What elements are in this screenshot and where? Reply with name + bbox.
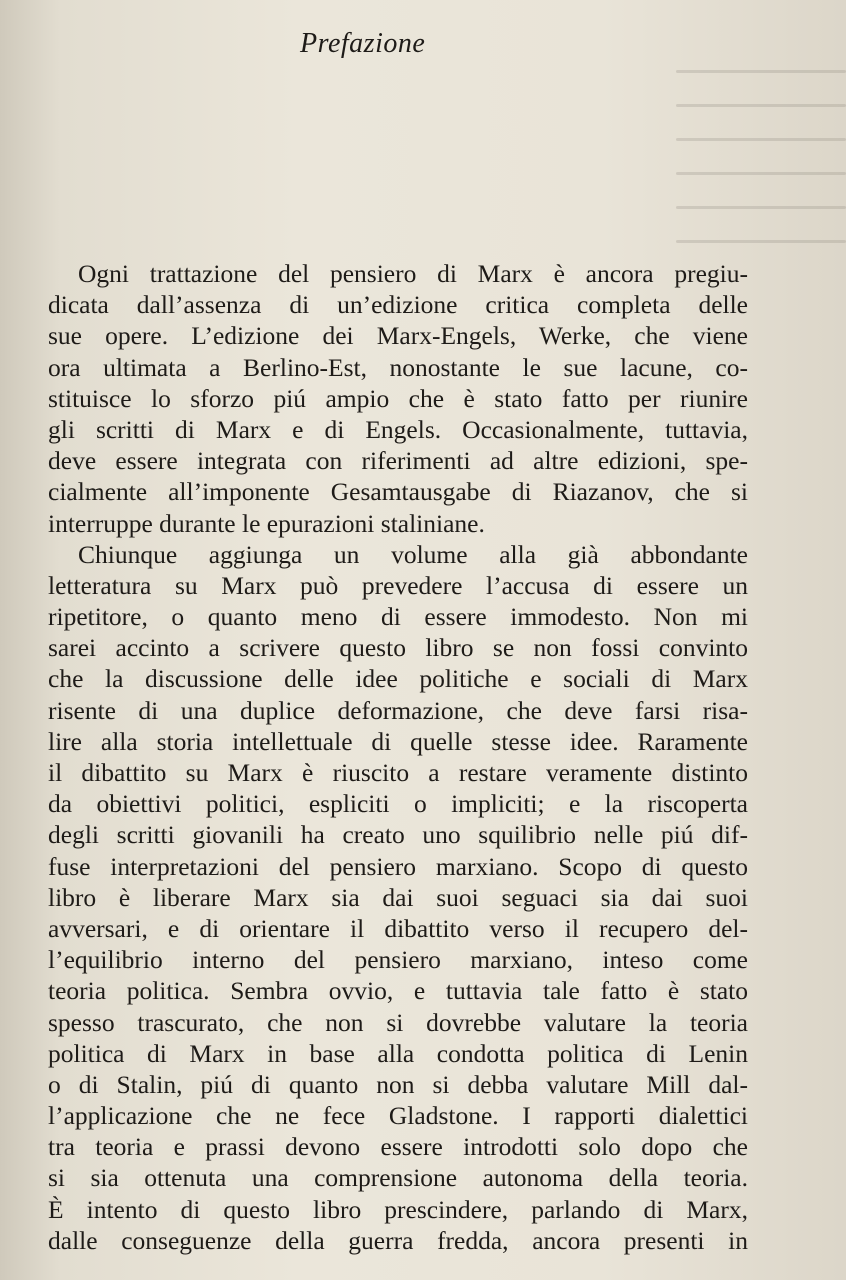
body-text: [48, 258, 748, 1256]
text-line: avversari, e di orientare il dibattito verso il recupero del-: [48, 913, 748, 943]
text-line: tra teoria e prassi devono essere introdotti solo dopo che: [48, 1132, 748, 1162]
text-line: lire alla storia intellettuale di quelle stesse idee. Raramente: [48, 726, 748, 756]
text-line: libro è liberare Marx sia dai suoi seguaci sia dai suoi: [48, 882, 748, 912]
text-line: il dibattito su Marx è riuscito a restare veramente distinto: [48, 758, 748, 787]
text-line: interruppe durante le epurazioni staliniane.: [48, 508, 485, 538]
text-line: cialmente all’imponente Gesamtausgabe di Riazanov, che si: [48, 477, 748, 507]
text-line: o di Stalin, piú di quanto non si debba valutare Mill dal-: [48, 1069, 748, 1099]
text-line: deve essere integrata con riferimenti ad altre edizioni, spe-: [48, 446, 748, 476]
text-line: teoria politica. Sembra ovvio, e tuttavia tale fatto è stato: [48, 976, 748, 1006]
text-line: gli scritti di Marx e di Engels. Occasionalmente, tuttavia,: [48, 414, 748, 444]
text-line: dalle conseguenze della guerra fredda, ancora presenti in: [48, 1225, 748, 1255]
text-line: da obiettivi politici, espliciti o impliciti; e la riscoperta: [48, 789, 748, 819]
paragraph-1: [48, 258, 748, 539]
text-line: ora ultimata a Berlino-Est, nonostante le sue lacune, co-: [48, 352, 748, 382]
text-line: fuse interpretazioni del pensiero marxiano. Scopo di questo: [48, 851, 748, 881]
text-line: dicata dall’assenza di un’edizione critica completa delle: [48, 290, 748, 320]
show-through-text: [676, 70, 846, 260]
text-line: l’equilibrio interno del pensiero marxiano, inteso come: [48, 945, 748, 975]
text-line: È intento di questo libro prescindere, parlando di Marx,: [48, 1194, 748, 1224]
text-line: sue opere. L’edizione dei Marx-Engels, Werke, che viene: [48, 321, 748, 351]
text-line: sarei accinto a scrivere questo libro se non fossi convinto: [48, 633, 748, 663]
text-line: Chiunque aggiunga un volume alla già abbondante: [78, 539, 748, 569]
text-line: Ogni trattazione del pensiero di Marx è ancora pregiu-: [78, 259, 748, 288]
text-line: risente di una duplice deformazione, che deve farsi risa-: [48, 695, 748, 725]
text-line: l’applicazione che ne fece Gladstone. I rapporti dialettici: [48, 1101, 748, 1131]
page-title: Prefazione: [300, 28, 426, 59]
text-line: stituisce lo sforzo piú ampio che è stato fatto per riunire: [48, 383, 748, 413]
paragraph-2: [48, 539, 748, 1256]
text-line: ripetitore, o quanto meno di essere immodesto. Non mi: [48, 602, 748, 632]
text-line: degli scritti giovanili ha creato uno squilibrio nelle piú dif-: [48, 820, 748, 850]
text-line: che la discussione delle idee politiche e sociali di Marx: [48, 664, 748, 694]
text-line: letteratura su Marx può prevedere l’accusa di essere un: [48, 570, 748, 600]
text-line: si sia ottenuta una comprensione autonoma della teoria.: [48, 1163, 748, 1193]
text-line: politica di Marx in base alla condotta politica di Lenin: [48, 1038, 748, 1068]
text-line: spesso trascurato, che non si dovrebbe valutare la teoria: [48, 1007, 748, 1037]
